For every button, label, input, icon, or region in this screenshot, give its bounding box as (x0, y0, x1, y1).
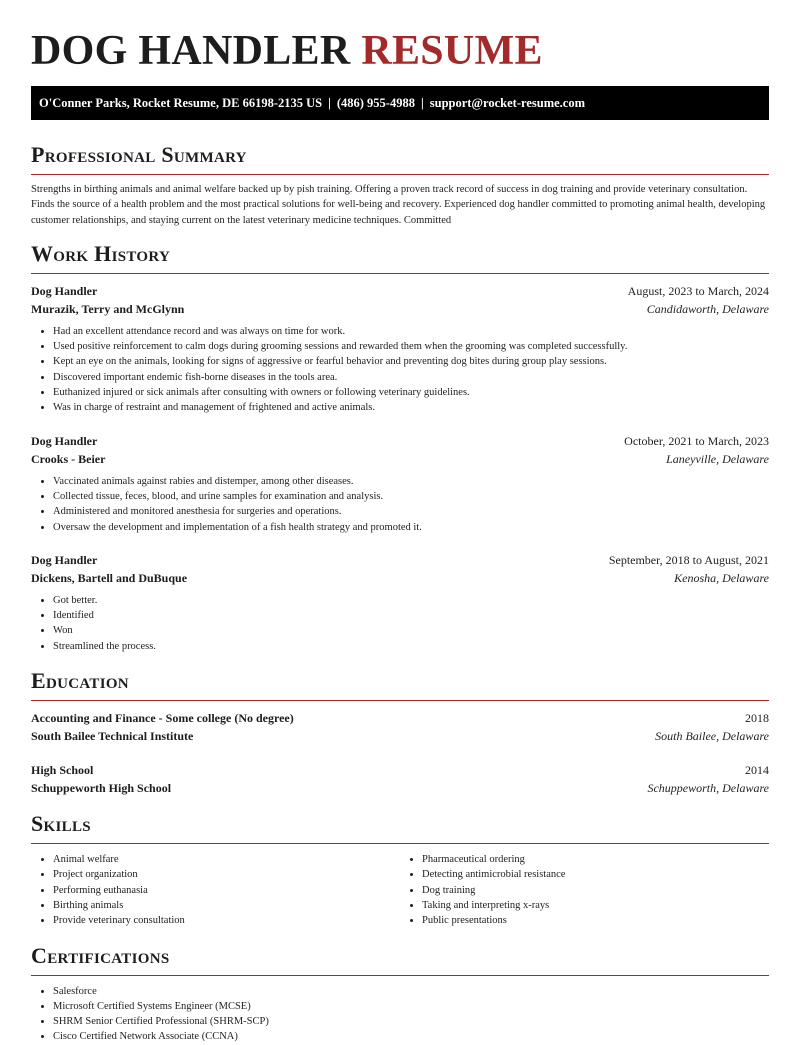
summary-heading: Professional Summary (31, 142, 247, 167)
education-heading: Education (31, 668, 129, 694)
education-entry (31, 709, 769, 745)
job-dates: September, 2018 to August, 2021 (608, 552, 769, 567)
job-title: Dog Handler (31, 552, 98, 567)
education-entry (31, 761, 769, 797)
job-duty: • Vaccinated animals against rabies and distemper, among other diseases. (53, 474, 769, 489)
education-year: 2014 (745, 763, 769, 778)
job-duty: • Discovered important endemic fish-borne diseases in the tools area. (53, 370, 769, 385)
skill-item: • Taking and interpreting x-rays (422, 898, 769, 913)
resume-page (31, 0, 769, 1045)
section-divider (31, 273, 769, 274)
education-school-row (31, 727, 769, 745)
job-entry (31, 551, 769, 654)
certifications-section (31, 943, 769, 1045)
education-school: Schuppeworth High School (31, 781, 172, 796)
education-degree-row (31, 709, 769, 727)
summary-text: Strengths in birthing animals and animal welfare backed up by pish training. Offering a proven track record of success in dog training and provide veterinary consultation. Finds the source of a health problem and the most practical solutions for well-being and recovery. Experienced dog handler committed to promoting animal health, developing customer relationships, and staying current on the latest veterinary medicine techniques. Committed (31, 184, 766, 226)
skill-item: • Detecting antimicrobial resistance (422, 867, 769, 882)
summary-section (31, 142, 769, 228)
certifications-list (31, 984, 769, 1045)
section-divider (31, 975, 769, 976)
skill-item: • Pharmaceutical ordering (422, 852, 769, 867)
skill-item: • Performing euthanasia (53, 883, 400, 898)
job-duty: • Streamlined the process. (53, 639, 769, 654)
job-entry (31, 282, 769, 416)
work-history-section (31, 241, 769, 654)
job-company-row (31, 300, 769, 318)
skill-item: • Public presentations (422, 913, 769, 928)
contact-address: O'Conner Parks, Rocket Resume, DE 66198-2135 US (39, 96, 323, 110)
section-divider (31, 843, 769, 844)
job-entry (31, 432, 769, 535)
job-company: Crooks - Beier (31, 451, 106, 466)
job-header-row (31, 551, 769, 569)
education-school: South Bailee Technical Institute (31, 729, 194, 744)
job-duties-list (31, 324, 769, 416)
job-duty: • Kept an eye on the animals, looking for signs of aggressive or fearful behavior and preventing dog bites during group play sessions. (53, 354, 769, 369)
contact-phone: (486) 955-4988 (336, 96, 415, 110)
job-location: Candidaworth, Delaware (646, 301, 769, 316)
job-duty: • Euthanized injured or sick animals after consulting with owners or following veterinary guidelines. (53, 385, 769, 400)
title-main: DOG HANDLER (31, 28, 351, 74)
job-company-row (31, 569, 769, 587)
certification-item: • Microsoft Certified Systems Engineer (MCSE) (53, 999, 769, 1014)
skill-item: • Animal welfare (53, 852, 400, 867)
skills-list-right (400, 852, 769, 928)
certification-item: • SHRM Senior Certified Professional (SHRM-SCP) (53, 1014, 769, 1029)
education-location: South Bailee, Delaware (655, 729, 769, 744)
skill-item: • Birthing animals (53, 898, 400, 913)
contact-email: support@rocket-resume.com (429, 96, 585, 110)
job-duty: • Had an excellent attendance record and was always on time for work. (53, 324, 769, 339)
job-company: Murazik, Terry and McGlynn (31, 301, 185, 316)
job-duty: • Administered and monitored anesthesia for surgeries and operations. (53, 504, 769, 519)
contact-separator: | (420, 96, 424, 110)
job-company: Dickens, Bartell and DuBuque (31, 570, 188, 585)
education-degree: High School (31, 763, 94, 778)
job-header-row (31, 282, 769, 300)
section-divider (31, 700, 769, 701)
skill-item: • Dog training (422, 883, 769, 898)
job-location: Kenosha, Delaware (674, 570, 769, 585)
job-dates: October, 2021 to March, 2023 (624, 433, 769, 448)
certification-item: • Salesforce (53, 984, 769, 999)
education-section (31, 668, 769, 797)
job-duty: • Collected tissue, feces, blood, and urine samples for examination and analysis. (53, 489, 769, 504)
work-history-heading: Work History (31, 240, 171, 266)
job-company-row (31, 450, 769, 468)
job-duty: • Won (53, 623, 769, 638)
job-header-row (31, 432, 769, 450)
education-location: Schuppeworth, Delaware (647, 781, 769, 796)
resume-title (31, 0, 769, 86)
job-title: Dog Handler (31, 283, 98, 298)
education-degree-row (31, 761, 769, 779)
job-dates: August, 2023 to March, 2024 (627, 283, 769, 298)
skills-list-left (31, 852, 400, 928)
certifications-heading: Certifications (31, 942, 170, 968)
skills-grid (31, 852, 769, 928)
contact-bar (31, 86, 769, 120)
education-school-row (31, 779, 769, 797)
education-degree: Accounting and Finance - Some college (No degree) (31, 711, 294, 726)
skills-heading: Skills (31, 811, 91, 837)
certification-item: • Cisco Certified Network Associate (CCNA) (53, 1029, 769, 1044)
skill-item: • Provide veterinary consultation (53, 913, 400, 928)
job-duty: • Was in charge of restraint and management of frightened and active animals. (53, 400, 769, 415)
job-duty: • Oversaw the development and implementation of a fish health strategy and promoted it. (53, 520, 769, 535)
section-divider (31, 174, 769, 175)
job-duty: • Identified (53, 608, 769, 623)
contact-separator: | (328, 96, 331, 110)
skills-section (31, 811, 769, 928)
job-duty: • Got better. (53, 593, 769, 608)
job-duties-list (31, 474, 769, 535)
skill-item: • Project organization (53, 867, 400, 882)
title-accent: RESUME (361, 28, 543, 74)
job-title: Dog Handler (31, 433, 98, 448)
education-year: 2018 (745, 711, 769, 726)
job-location: Laneyville, Delaware (666, 451, 769, 466)
job-duties-list (31, 593, 769, 654)
job-duty: • Used positive reinforcement to calm dogs during grooming sessions and rewarded them when the grooming was completed successfully. (53, 339, 769, 354)
